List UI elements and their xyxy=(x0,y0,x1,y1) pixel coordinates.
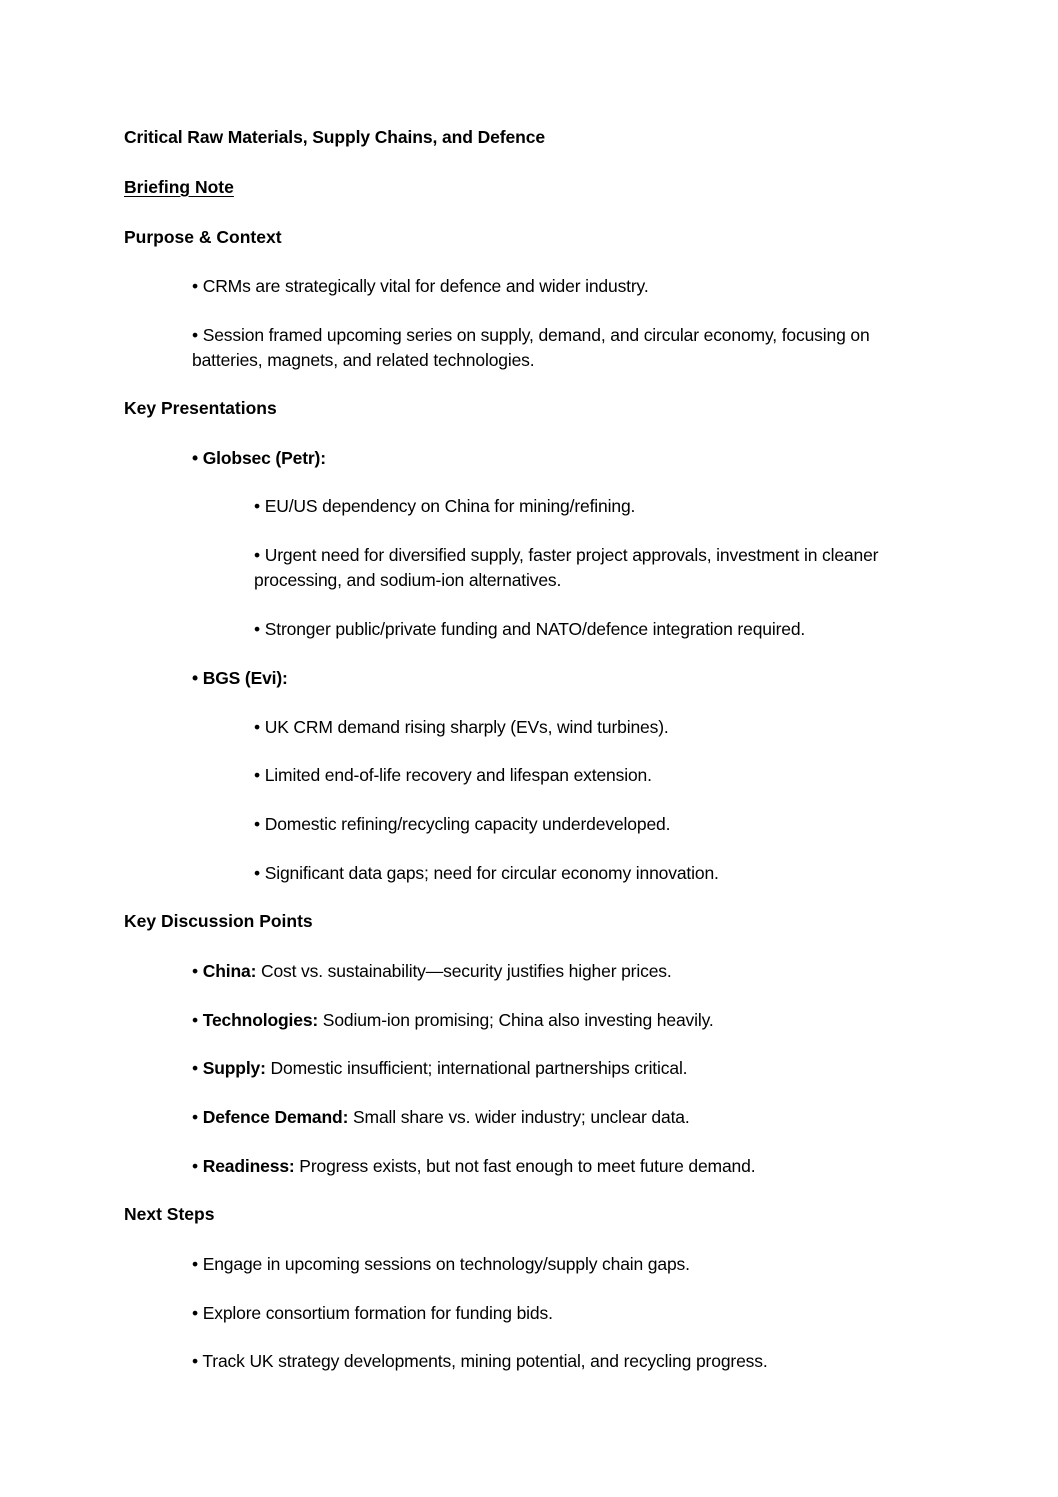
bullet-text: Limited end-of-life recovery and lifespan extension. xyxy=(264,765,652,786)
bullet-point-icon: • xyxy=(192,1302,203,1323)
bullet-text: CRMs are strategically vital for defence and wider industry. xyxy=(202,276,649,297)
bullet-item xyxy=(192,1105,934,1130)
bullet-item xyxy=(254,812,934,837)
bullet-text: Significant data gaps; need for circular economy innovation. xyxy=(264,863,719,884)
bullet-point-icon: • xyxy=(254,765,265,786)
bullet-point-icon: • xyxy=(192,1107,203,1128)
bullet-text: Urgent need for diversified supply, faster project approvals, investment in cleaner processing, and sodium-ion alternatives. xyxy=(254,545,879,591)
bullet-point-icon: • xyxy=(192,1009,203,1030)
bullet-text: Stronger public/private funding and NATO/defence integration required. xyxy=(264,618,806,639)
bullet-text: Cost vs. sustainability—security justifies higher prices. xyxy=(256,960,672,981)
bullet-point-icon: • xyxy=(254,863,265,884)
section-heading: Key Presentations xyxy=(124,397,277,418)
bullet-item xyxy=(192,1301,934,1326)
bullet-text: Progress exists, but not fast enough to meet future demand. xyxy=(294,1156,756,1177)
bullet-point-icon: • xyxy=(192,1253,203,1274)
section-heading: Next Steps xyxy=(124,1203,215,1224)
bullet-lead-in: Technologies: xyxy=(202,1009,319,1030)
document-subtitle xyxy=(124,176,934,199)
bullet-point-icon: • xyxy=(192,276,203,297)
bullet-item xyxy=(254,617,934,642)
document-title: Critical Raw Materials, Supply Chains, and Defence xyxy=(124,127,545,147)
bullet-point-icon: • xyxy=(192,447,203,468)
bullet-text: Session framed upcoming series on supply, demand, and circular economy, focusing on batteries, magnets, and related technologies. xyxy=(192,325,870,370)
bullet-text: Explore consortium formation for funding bids. xyxy=(202,1302,553,1323)
bullet-item xyxy=(192,1008,934,1033)
section-heading: Purpose & Context xyxy=(124,226,282,247)
bullet-lead-in: Readiness: xyxy=(202,1156,295,1177)
bullet-text: Globsec (Petr): xyxy=(202,447,326,468)
bullet-item xyxy=(254,494,934,519)
bullet-item xyxy=(254,543,934,593)
bullet-text: EU/US dependency on China for mining/refining. xyxy=(264,496,636,517)
bullet-text: Domestic insufficient; international partnerships critical. xyxy=(265,1058,688,1079)
bullet-point-icon: • xyxy=(254,545,265,566)
bullet-point-icon: • xyxy=(192,960,203,981)
bullet-item xyxy=(254,715,934,740)
bullet-lead-in: Supply: xyxy=(202,1058,266,1079)
bullet-item xyxy=(192,323,934,373)
bullet-item xyxy=(192,274,934,299)
bullet-point-icon: • xyxy=(192,1156,203,1177)
bullet-point-icon: • xyxy=(192,667,203,688)
bullet-point-icon: • xyxy=(192,1058,203,1079)
bullet-item xyxy=(192,446,934,471)
bullet-text: Small share vs. wider industry; unclear data. xyxy=(348,1107,690,1128)
bullet-text: Track UK strategy developments, mining potential, and recycling progress. xyxy=(202,1351,768,1372)
section-heading: Key Discussion Points xyxy=(124,910,313,931)
bullet-item xyxy=(192,1056,934,1081)
bullet-point-icon: • xyxy=(192,1351,203,1372)
bullet-item xyxy=(192,959,934,984)
bullet-text: UK CRM demand rising sharply (EVs, wind turbines). xyxy=(264,716,669,737)
document-body xyxy=(124,126,934,1398)
bullet-point-icon: • xyxy=(192,325,203,346)
bullet-point-icon: • xyxy=(254,716,265,737)
bullet-lead-in: Defence Demand: xyxy=(202,1107,349,1128)
bullet-text: Sodium-ion promising; China also investing heavily. xyxy=(318,1009,714,1030)
bullet-text: Engage in upcoming sessions on technology/supply chain gaps. xyxy=(202,1253,690,1274)
bullet-text: Domestic refining/recycling capacity underdeveloped. xyxy=(264,814,671,835)
bullet-point-icon: • xyxy=(254,618,265,639)
bullet-item xyxy=(192,1349,934,1374)
bullet-item xyxy=(192,1154,934,1179)
bullet-item xyxy=(254,861,934,886)
bullet-point-icon: • xyxy=(254,814,265,835)
bullet-item xyxy=(192,666,934,691)
bullet-point-icon: • xyxy=(254,496,265,517)
sections-container xyxy=(124,226,934,1375)
document-subtitle-text: Briefing Note xyxy=(124,176,234,197)
bullet-lead-in: China: xyxy=(202,960,257,981)
bullet-text: BGS (Evi): xyxy=(202,667,288,688)
bullet-item xyxy=(192,1252,934,1277)
bullet-item xyxy=(254,763,934,788)
